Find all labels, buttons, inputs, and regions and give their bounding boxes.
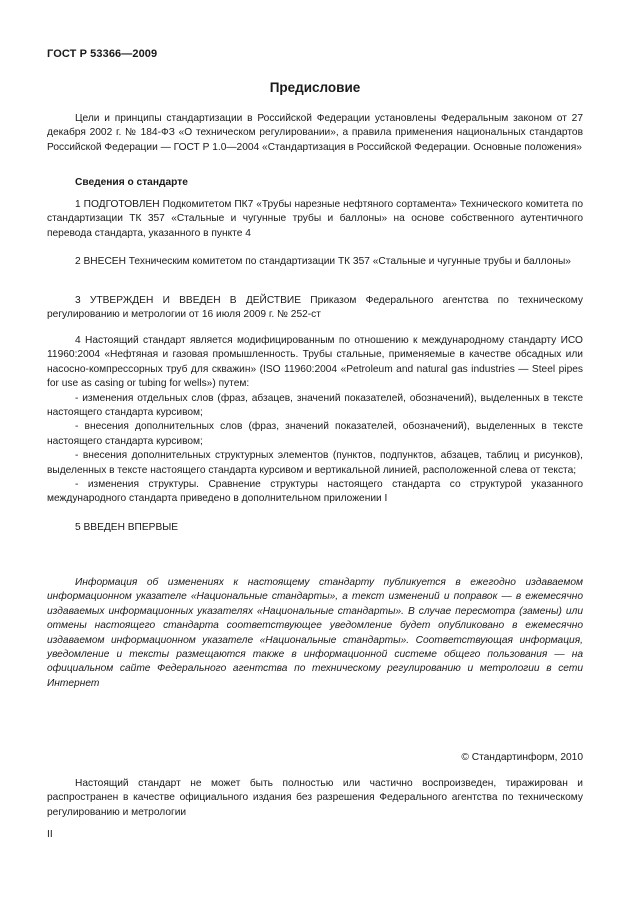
intro-paragraph-block — [47, 112, 583, 155]
item-2-block — [47, 255, 583, 269]
item-1-text: 1 ПОДГОТОВЛЕН Подкомитетом ПК7 «Трубы нарезные нефтяного сортамента» Технического комитета по стандартизации ТК 357 «Стальные и чугунные трубы и баллоны» на основе собственного аутентичного перевода стандарта, указанного в пункте 4 — [47, 199, 583, 239]
item-4-lead: 4 Настоящий стандарт является модифицированным по отношению к международному стандарту ИСО 11960:2004 «Нефтяная и газовая промышленность. Трубы стальные, применяемые в качестве обсадных или насосно-компрессорных труб для скважин» (ISO 11960:2004 «Petroleum and natural gas industries — Steel pipes for use as casing or tubing for wells») путем: — [47, 335, 583, 390]
page-title: Предисловие — [269, 80, 361, 95]
item-1-block — [47, 198, 583, 241]
item-5-block — [47, 521, 583, 535]
reproduction-notice-block — [47, 777, 583, 820]
item-4-bullet-3: - внесения дополнительных структурных элементов (пунктов, подпунктов, абзацев, таблиц и рисунков), выделенных в тексте настоящего стандарта курсивом и вертикальной линией, расположенной слева от текста; — [47, 450, 583, 476]
item-3-text: 3 УТВЕРЖДЕН И ВВЕДЕН В ДЕЙСТВИЕ Приказом Федерального агентства по техническому регулированию и метрологии от 16 июля 2009 г. № 252-ст — [47, 295, 583, 321]
item-3-block — [47, 294, 583, 323]
item-4-block — [47, 334, 583, 507]
info-notice-block — [47, 576, 583, 691]
item-4-bullet-4: - изменения структуры. Сравнение структуры настоящего стандарта со структурой указанного международного стандарта приведено в дополнительном приложении I — [47, 479, 583, 505]
section-heading: Сведения о стандарте — [75, 177, 188, 188]
intro-paragraph: Цели и принципы стандартизации в Российской Федерации установлены Федеральным законом от 27 декабря 2002 г. № 184-ФЗ «О техническом регулировании», а правила применения национальных стандартов Российской Федерации — ГОСТ Р 1.0—2004 «Стандартизация в Российской Федерации. Основные положения» — [47, 113, 583, 153]
item-4-bullet-1: - изменения отдельных слов (фраз, абзацев, значений показателей, обозначений), выделенных в тексте настоящего стандарта курсивом; — [47, 392, 583, 419]
item-2-text: 2 ВНЕСЕН Техническим комитетом по стандартизации ТК 357 «Стальные и чугунные трубы и баллоны» — [75, 256, 571, 267]
item-5-text: 5 ВВЕДЕН ВПЕРВЫЕ — [75, 522, 179, 533]
reproduction-notice-text: Настоящий стандарт не может быть полностью или частично воспроизведен, тиражирован и распространен в качестве официального издания без разрешения Федерального агентства по техническому регулированию и метрологии — [47, 778, 583, 818]
info-notice-text: Информация об изменениях к настоящему стандарту публикуется в ежегодно издаваемом информационном указателе «Национальные стандарты», а текст изменений и поправок — в ежемесячно издаваемых информационных указателях «Национальные стандарты». В случае пересмотра (замены) или отмены настоящего стандарта соответствующее уведомление будет опубликовано в ежемесячно издаваемом информационном указателе «Национальные стандарты». Соответствующая информация, уведомление и тексты размещаются также в информационной системе общего пользования — на официальном сайте Федерального агентства по техническому регулированию и метрологии в сети Интернет — [47, 577, 583, 689]
copyright-line: © Стандартинформ, 2010 — [461, 752, 583, 763]
page-number: II — [47, 829, 53, 840]
section-heading-block — [47, 176, 583, 190]
item-4-bullet-2: - внесения дополнительных слов (фраз, значений показателей, обозначений), выделенных в тексте настоящего стандарта курсивом; — [47, 421, 583, 447]
document-number-header: ГОСТ Р 53366—2009 — [47, 48, 158, 60]
